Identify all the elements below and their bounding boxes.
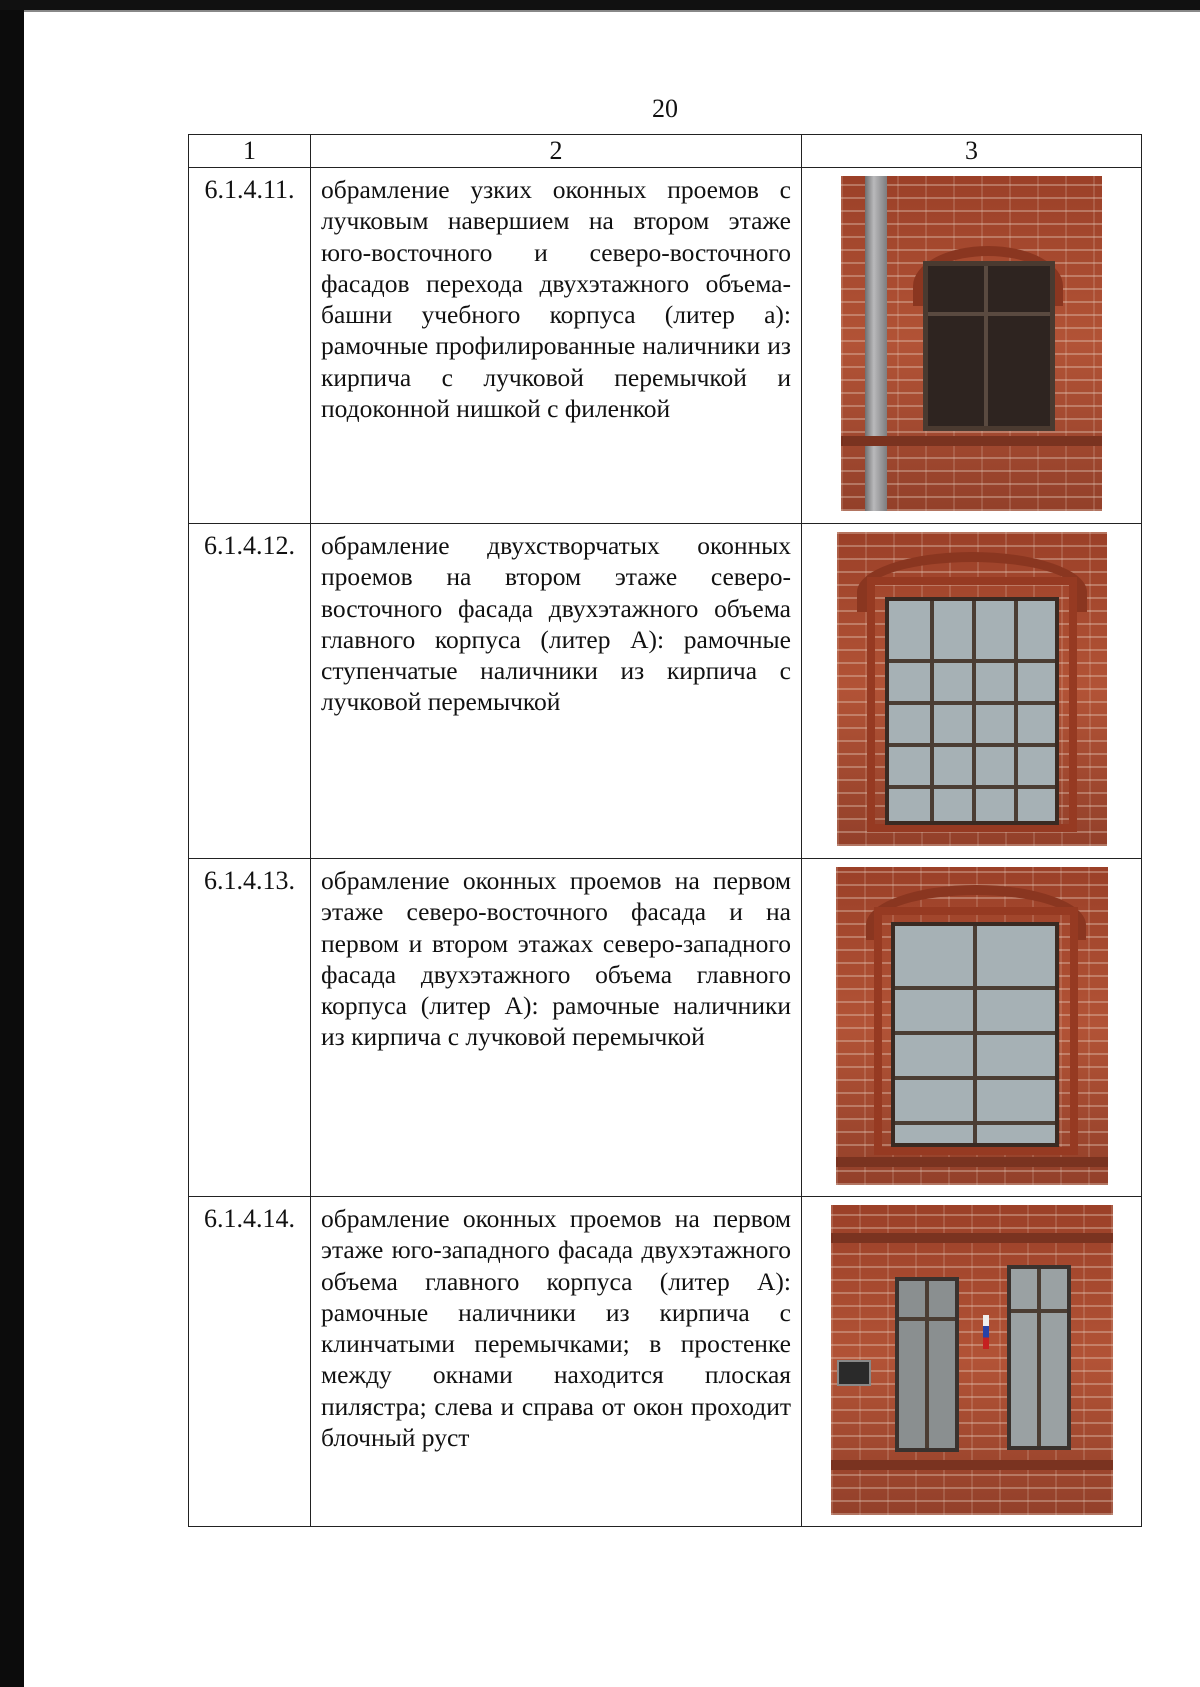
drainpipe (865, 176, 887, 511)
scan-edge-left (0, 0, 24, 1687)
item-number: 6.1.4.12. (189, 524, 311, 859)
monuments-table (188, 134, 1142, 1527)
window-transom (1011, 1309, 1067, 1313)
window-transom (889, 785, 1055, 789)
column-header-2: 2 (311, 135, 802, 168)
item-photo-cell (802, 168, 1142, 524)
table-row (189, 859, 1142, 1197)
arched-window-photo (836, 867, 1108, 1185)
double-casement-window (885, 597, 1059, 825)
item-photo-cell (802, 859, 1142, 1197)
window-transom (895, 1031, 1055, 1035)
window-mullion (984, 266, 988, 426)
item-photo-cell (802, 1197, 1142, 1527)
table-row (189, 1197, 1142, 1527)
cornice (831, 1233, 1113, 1243)
table-row (189, 168, 1142, 524)
window-transom (889, 701, 1055, 705)
item-description-cell (311, 1197, 802, 1527)
double-casement-window-photo (837, 532, 1107, 846)
item-photo-cell (802, 524, 1142, 859)
window-mullion (1037, 1269, 1041, 1446)
window-sill (831, 1460, 1113, 1470)
column-header-1: 1 (189, 135, 311, 168)
narrow-window-with-drainpipe-photo (841, 176, 1102, 511)
item-number: 6.1.4.11. (189, 168, 311, 524)
flag (983, 1315, 989, 1349)
item-description: обрамление оконных проемов на первом этаже юго-западного фасада двухэтажного объема главного корпуса (литер А): рамочные наличники из кирпича с клинчатыми перемычками; в простенке между окнами находится плоская пилястра; слева и справа от окон проходит блочный руст (321, 1204, 791, 1453)
item-number: 6.1.4.14. (189, 1197, 311, 1527)
window-transom (889, 743, 1055, 747)
window-transom (899, 1317, 955, 1321)
item-description: обрамление узких оконных проемов с лучковым навершием на втором этаже юго-восточного и северо-восточного фасадов перехода двухэтажного объема-башни учебного корпуса (литер а): рамочные профилированные наличники из кирпича с лучковой перемычкой и подоконной нишкой с филенкой (321, 175, 791, 424)
item-description-cell (311, 524, 802, 859)
item-description: обрамление двухстворчатых оконных проемов на втором этаже северо- восточного фасада двухэтажного объема главного корпуса (литер А): рамочные ступенчатые наличники из кирпича с лучковой перемычкой (321, 531, 791, 717)
scan-edge-top-line (24, 10, 1200, 12)
window-sill (841, 436, 1102, 446)
right-window (1007, 1265, 1071, 1450)
table-row (189, 524, 1142, 859)
two-windows-with-pilaster-photo (831, 1205, 1113, 1515)
window-transom (895, 1076, 1055, 1080)
item-description-cell (311, 168, 802, 524)
window-mullion (925, 1281, 929, 1448)
arched-window (891, 922, 1059, 1147)
table-header-row (189, 135, 1142, 168)
window-transom (895, 986, 1055, 990)
window-transom (889, 659, 1055, 663)
window-transom (895, 1121, 1055, 1125)
column-header-3: 3 (802, 135, 1142, 168)
scan-edge-top (0, 0, 1200, 10)
item-description: обрамление оконных проемов на первом этаже северо-восточного фасада и на первом и втором этажах северо-западного фасада двухэтажного объема главного корпуса (литер А): рамочные наличники из кирпича с лучковой перемычкой (321, 866, 791, 1052)
wall-plaque (837, 1360, 871, 1386)
narrow-window (923, 261, 1055, 431)
item-number: 6.1.4.13. (189, 859, 311, 1197)
item-description-cell (311, 859, 802, 1197)
page-number: 20 (652, 94, 678, 123)
left-window-with-grille (895, 1277, 959, 1452)
window-transom (928, 312, 1050, 316)
window-sill (836, 1157, 1108, 1167)
